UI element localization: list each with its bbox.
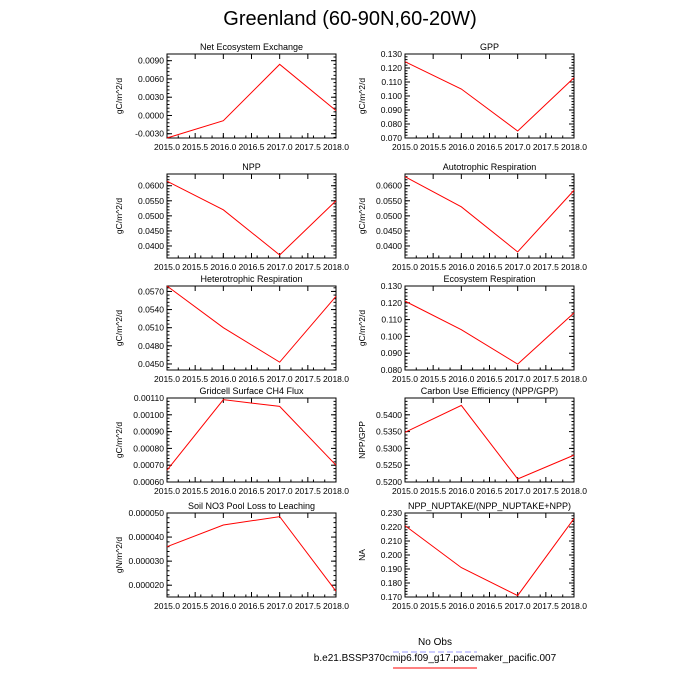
plot-frame <box>405 174 574 258</box>
x-tick-label: 2017.0 <box>504 374 531 384</box>
y-tick-label: 0.0500 <box>376 210 402 221</box>
x-tick-label: 2015.5 <box>182 142 209 152</box>
x-tick-label: 2017.5 <box>532 601 559 611</box>
y-tick-label: 0.0480 <box>138 340 164 351</box>
y-tick-label: 0.100 <box>380 331 402 342</box>
y-axis-label: gC/m^2/d <box>357 309 367 347</box>
series-line <box>405 405 574 479</box>
y-tick-label: 0.210 <box>380 536 402 546</box>
x-tick-label: 2017.5 <box>294 142 321 152</box>
x-tick-label: 2017.5 <box>294 601 321 611</box>
x-tick-label: 2016.5 <box>476 374 503 384</box>
y-tick-label: 0.110 <box>381 77 402 87</box>
panel-3 <box>357 162 587 272</box>
panel-title: NPP <box>242 162 261 172</box>
y-tick-label: 0.080 <box>380 119 402 129</box>
x-tick-label: 2016.5 <box>476 601 503 611</box>
x-tick-label: 2016.0 <box>210 486 237 496</box>
x-tick-label: 2015.5 <box>182 486 209 496</box>
x-tick-label: 2015.5 <box>182 601 209 611</box>
x-tick-label: 2016.0 <box>210 142 237 152</box>
x-tick-label: 2016.5 <box>476 262 503 272</box>
x-tick-label: 2016.0 <box>448 262 475 272</box>
series-line <box>405 177 574 252</box>
series-line <box>167 400 336 471</box>
y-axis-label: gC/m^2/d <box>357 197 367 235</box>
y-tick-label: 0.00100 <box>133 409 164 420</box>
series-line <box>167 286 336 362</box>
x-tick-label: 2018.0 <box>561 374 587 384</box>
y-tick-label: 0.220 <box>380 522 402 532</box>
y-tick-label: 0.100 <box>380 91 402 101</box>
legend-label: No Obs <box>418 637 452 648</box>
y-axis-label: gC/m^2/d <box>114 197 124 235</box>
y-tick-label: 0.190 <box>380 564 402 574</box>
y-tick-label: -0.0030 <box>135 128 164 139</box>
y-tick-label: 0.090 <box>380 105 402 115</box>
x-tick-label: 2017.0 <box>504 486 531 496</box>
y-axis-label: gN/m^2/d <box>114 536 124 574</box>
x-tick-label: 2016.5 <box>476 142 503 152</box>
y-axis-label: gC/m^2/d <box>114 77 124 115</box>
x-tick-label: 2015.5 <box>420 142 447 152</box>
x-tick-label: 2017.0 <box>266 486 293 496</box>
y-axis-label: NA <box>357 549 367 561</box>
y-tick-label: 0.0510 <box>138 322 164 333</box>
y-tick-label: 0.120 <box>380 63 402 73</box>
panel-4 <box>114 274 349 384</box>
y-tick-label: 0.130 <box>380 281 402 291</box>
x-tick-label: 2017.0 <box>266 601 293 611</box>
x-tick-label: 2015.5 <box>182 262 209 272</box>
y-tick-label: 0.0030 <box>138 92 164 103</box>
y-axis-label: NPP/GPP <box>357 421 367 459</box>
plot-frame <box>405 513 574 597</box>
y-tick-label: 0.0400 <box>376 240 402 251</box>
x-tick-label: 2016.0 <box>448 601 475 611</box>
y-tick-label: 0.00080 <box>133 443 164 454</box>
x-tick-label: 2018.0 <box>323 374 349 384</box>
y-tick-label: 0.130 <box>380 49 402 59</box>
y-tick-label: 0.0450 <box>138 225 164 236</box>
plot-frame <box>167 286 336 370</box>
x-tick-label: 2015.5 <box>420 262 447 272</box>
panel-title: Heterotrophic Respiration <box>200 274 303 284</box>
x-tick-label: 2018.0 <box>561 262 587 272</box>
x-tick-label: 2017.5 <box>294 374 321 384</box>
x-tick-label: 2018.0 <box>323 262 349 272</box>
panel-title: NPP_NUPTAKE/(NPP_NUPTAKE+NPP) <box>408 501 571 511</box>
x-tick-label: 2016.5 <box>238 374 265 384</box>
y-tick-label: 0.00070 <box>133 460 164 471</box>
x-tick-label: 2015.5 <box>420 601 447 611</box>
panel-5 <box>357 274 587 384</box>
x-tick-label: 2015.5 <box>420 374 447 384</box>
y-tick-label: 0.200 <box>380 550 402 560</box>
x-tick-label: 2015.0 <box>392 601 418 611</box>
panel-title: Soil NO3 Pool Loss to Leaching <box>187 501 316 511</box>
plot-frame <box>167 398 336 482</box>
main-title: Greenland (60-90N,60-20W) <box>223 8 477 30</box>
plot-frame <box>167 54 336 138</box>
series-line <box>405 519 574 596</box>
x-tick-label: 2015.5 <box>182 374 209 384</box>
y-tick-label: 0.0060 <box>138 73 164 84</box>
x-tick-label: 2015.0 <box>392 262 418 272</box>
x-tick-label: 2017.0 <box>266 142 293 152</box>
y-axis-label: gC/m^2/d <box>114 421 124 459</box>
y-tick-label: 0.0550 <box>138 195 164 206</box>
y-tick-label: 0.120 <box>380 297 402 308</box>
plot-frame <box>405 398 574 482</box>
y-tick-label: 0.0450 <box>376 225 402 236</box>
panel-title: Gridcell Surface CH4 Flux <box>199 386 304 396</box>
y-tick-label: 0.0500 <box>138 210 164 221</box>
x-tick-label: 2015.0 <box>154 262 180 272</box>
y-tick-label: 0.180 <box>380 578 402 588</box>
y-tick-label: 0.0600 <box>376 180 402 191</box>
y-tick-label: 0.0540 <box>138 304 164 315</box>
y-tick-label: 0.000030 <box>128 556 164 567</box>
panel-title: Autotrophic Respiration <box>442 162 537 172</box>
panel-1 <box>357 42 587 152</box>
x-tick-label: 2018.0 <box>323 486 349 496</box>
x-tick-label: 2017.5 <box>532 374 559 384</box>
y-tick-label: 0.5400 <box>376 409 402 420</box>
y-tick-label: 0.0090 <box>138 55 164 66</box>
x-tick-label: 2017.5 <box>532 262 559 272</box>
x-tick-label: 2018.0 <box>561 601 587 611</box>
x-tick-label: 2016.5 <box>476 486 503 496</box>
x-tick-label: 2016.5 <box>238 486 265 496</box>
y-tick-label: 0.5300 <box>376 443 402 454</box>
x-tick-label: 2016.0 <box>210 374 237 384</box>
x-tick-label: 2016.5 <box>238 142 265 152</box>
series-line <box>167 517 336 592</box>
x-tick-label: 2016.0 <box>210 262 237 272</box>
panel-2 <box>114 162 349 272</box>
x-tick-label: 2015.0 <box>392 486 418 496</box>
x-tick-label: 2017.5 <box>294 262 321 272</box>
x-tick-label: 2018.0 <box>561 486 587 496</box>
x-tick-label: 2016.0 <box>448 486 475 496</box>
series-line <box>405 62 574 131</box>
y-tick-label: 0.5250 <box>376 460 402 471</box>
panel-7 <box>357 386 587 496</box>
series-line <box>167 181 336 255</box>
series-line <box>167 64 336 138</box>
y-tick-label: 0.0400 <box>138 240 164 251</box>
x-tick-label: 2015.0 <box>154 142 180 152</box>
y-tick-label: 0.000050 <box>128 508 164 518</box>
panel-6 <box>114 386 349 496</box>
x-tick-label: 2015.0 <box>154 601 180 611</box>
panel-title: Carbon Use Efficiency (NPP/GPP) <box>420 386 559 396</box>
y-tick-label: 0.000040 <box>128 532 164 543</box>
y-tick-label: 0.110 <box>381 314 402 325</box>
x-tick-label: 2016.0 <box>448 142 475 152</box>
series-line <box>405 301 574 364</box>
x-tick-label: 2017.0 <box>266 262 293 272</box>
y-tick-label: 0.00090 <box>133 426 164 437</box>
x-tick-label: 2015.0 <box>392 374 418 384</box>
y-axis-label: gC/m^2/d <box>114 309 124 347</box>
x-tick-label: 2016.0 <box>210 601 237 611</box>
plot-frame <box>405 286 574 370</box>
panel-title: GPP <box>479 42 500 52</box>
x-tick-label: 2016.5 <box>238 262 265 272</box>
legend-label: b.e21.BSSP370cmip6.f09_g17.pacemaker_pacific.007 <box>313 653 557 664</box>
x-tick-label: 2017.0 <box>504 601 531 611</box>
y-tick-label: 0.170 <box>380 592 402 602</box>
y-tick-label: 0.070 <box>380 133 402 143</box>
y-tick-label: 0.0450 <box>138 358 164 369</box>
panel-title: Ecosystem Respiration <box>443 274 536 284</box>
panel-9 <box>357 501 587 611</box>
x-tick-label: 2016.0 <box>448 374 475 384</box>
y-tick-label: 0.090 <box>380 348 402 359</box>
x-tick-label: 2015.0 <box>392 142 418 152</box>
y-tick-label: 0.080 <box>380 365 402 375</box>
y-tick-label: 0.0550 <box>376 195 402 206</box>
y-tick-label: 0.5200 <box>376 477 402 487</box>
x-tick-label: 2015.5 <box>420 486 447 496</box>
y-tick-label: 0.00110 <box>133 393 164 403</box>
legend <box>314 637 557 668</box>
x-tick-label: 2015.0 <box>154 374 180 384</box>
x-tick-label: 2018.0 <box>323 142 349 152</box>
x-tick-label: 2015.0 <box>154 486 180 496</box>
y-tick-label: 0.0600 <box>138 180 164 191</box>
x-tick-label: 2017.5 <box>294 486 321 496</box>
panel-title: Net Ecosystem Exchange <box>199 42 304 52</box>
y-tick-label: 0.00060 <box>133 477 164 487</box>
y-tick-label: 0.0570 <box>138 286 164 297</box>
x-tick-label: 2017.0 <box>504 142 531 152</box>
y-tick-label: 0.230 <box>380 508 402 518</box>
plot-frame <box>405 54 574 138</box>
x-tick-label: 2017.5 <box>532 486 559 496</box>
x-tick-label: 2017.5 <box>532 142 559 152</box>
y-tick-label: 0.0000 <box>138 110 164 121</box>
plot-frame <box>167 513 336 597</box>
x-tick-label: 2016.5 <box>238 601 265 611</box>
plot-frame <box>167 174 336 258</box>
x-tick-label: 2018.0 <box>323 601 349 611</box>
x-tick-label: 2017.0 <box>504 262 531 272</box>
x-tick-label: 2017.0 <box>266 374 293 384</box>
panel-0 <box>114 42 349 152</box>
panel-8 <box>114 501 349 611</box>
x-tick-label: 2018.0 <box>561 142 587 152</box>
y-tick-label: 0.000020 <box>128 580 164 591</box>
y-axis-label: gC/m^2/d <box>357 77 367 115</box>
y-tick-label: 0.5350 <box>376 426 402 437</box>
